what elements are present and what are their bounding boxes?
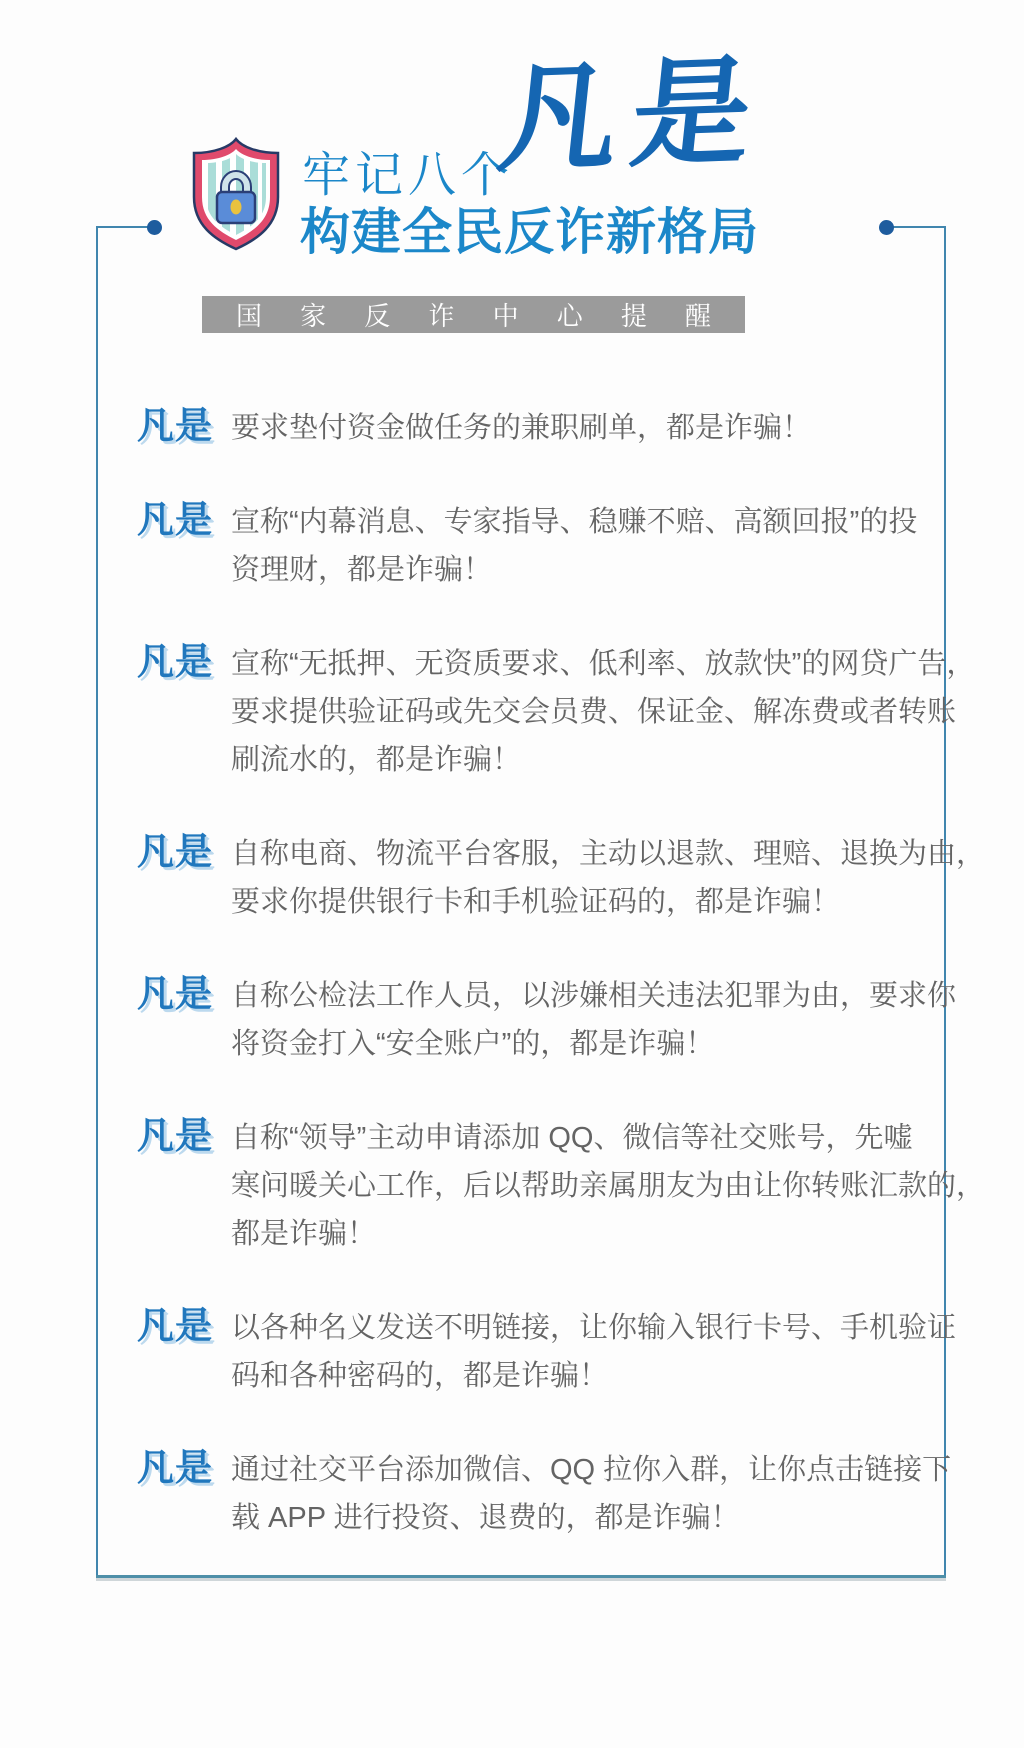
fanshi-list [137, 404, 986, 1588]
fanshi-label: 凡是 [137, 1115, 213, 1156]
banner-char: 家 [300, 301, 327, 331]
item-text-line: 要求垫付资金做任务的兼职刷单，都是诈骗！ [231, 412, 812, 444]
banner-char: 心 [556, 301, 583, 331]
banner-char: 醒 [684, 301, 711, 331]
item-text [231, 830, 985, 926]
banner-char: 提 [620, 301, 647, 331]
item-text-line: 刷流水的，都是诈骗！ [231, 744, 522, 776]
frame-left-line [96, 226, 98, 1577]
title-subtitle: 构建全民反诈新格局 [300, 204, 759, 260]
frame-right-dot [879, 220, 894, 235]
item-text-line: 自称“领导”主动申请添加 QQ、微信等社交账号，先嘘 [231, 1122, 913, 1154]
item-text-line: 载 APP 进行投资、退费的，都是诈骗！ [231, 1502, 740, 1534]
item-text [231, 404, 811, 452]
frame-top-left-segment [96, 226, 150, 228]
item-text-line: 资理财，都是诈骗！ [231, 554, 493, 586]
item-text-line: 宣称“无抵押、无资质要求、低利率、放款快”的网贷广告， [231, 648, 976, 680]
item-text [231, 498, 917, 594]
item-text-line: 码和各种密码的，都是诈骗！ [231, 1360, 609, 1392]
item-text-line: 自称电商、物流平台客服，主动以退款、理赔、退换为由， [231, 838, 986, 870]
fanshi-label: 凡是 [137, 641, 213, 682]
fanshi-label: 凡是 [137, 499, 213, 540]
item-text [231, 972, 956, 1068]
banner-char: 国 [236, 301, 263, 331]
item-text-line: 以各种名义发送不明链接，让你输入银行卡号、手机验证 [231, 1312, 957, 1344]
item-text-line: 要求提供验证码或先交会员费、保证金、解冻费或者转账 [231, 696, 957, 728]
item-text-line: 宣称“内幕消息、专家指导、稳赚不赔、高额回报”的投 [231, 506, 918, 538]
fanshi-item-3 [137, 640, 976, 784]
frame-top-right-segment [890, 226, 946, 228]
fanshi-label: 凡是 [137, 405, 213, 446]
banner-char: 中 [492, 301, 519, 331]
item-text [231, 1446, 951, 1542]
fanshi-item-2 [137, 498, 918, 594]
banner-char: 反 [364, 301, 391, 331]
fanshi-item-4 [137, 830, 986, 926]
title-highlight-fanshi: 凡是 [492, 45, 772, 187]
fanshi-label: 凡是 [137, 1447, 213, 1488]
title-prefix: 牢记八个 [302, 149, 515, 202]
item-text-line: 将资金打入“安全账户”的，都是诈骗！ [231, 1028, 715, 1060]
fanshi-item-6 [137, 1114, 986, 1258]
fanshi-label: 凡是 [137, 973, 213, 1014]
fanshi-item-7 [137, 1304, 957, 1400]
item-text-line: 都是诈骗！ [231, 1218, 377, 1250]
shield-lock-icon [186, 124, 286, 264]
item-text-line: 通过社交平台添加微信、QQ 拉你入群，让你点击链接下 [231, 1454, 952, 1486]
frame-left-dot [147, 220, 162, 235]
item-text [231, 1114, 985, 1258]
fanshi-item-5 [137, 972, 957, 1068]
item-text [231, 640, 975, 784]
fanshi-label: 凡是 [137, 831, 213, 872]
fanshi-item-8 [137, 1446, 952, 1542]
banner-national-anti-fraud-center [202, 296, 745, 333]
fanshi-label: 凡是 [137, 1305, 213, 1346]
item-text-line: 自称公检法工作人员，以涉嫌相关违法犯罪为由，要求你 [231, 980, 957, 1012]
item-text [231, 1304, 956, 1400]
item-text-line: 寒问暖关心工作，后以帮助亲属朋友为由让你转账汇款的， [231, 1170, 986, 1202]
fanshi-item-1 [137, 404, 897, 452]
banner-char: 诈 [428, 301, 455, 331]
item-text-line: 要求你提供银行卡和手机验证码的，都是诈骗！ [231, 886, 841, 918]
